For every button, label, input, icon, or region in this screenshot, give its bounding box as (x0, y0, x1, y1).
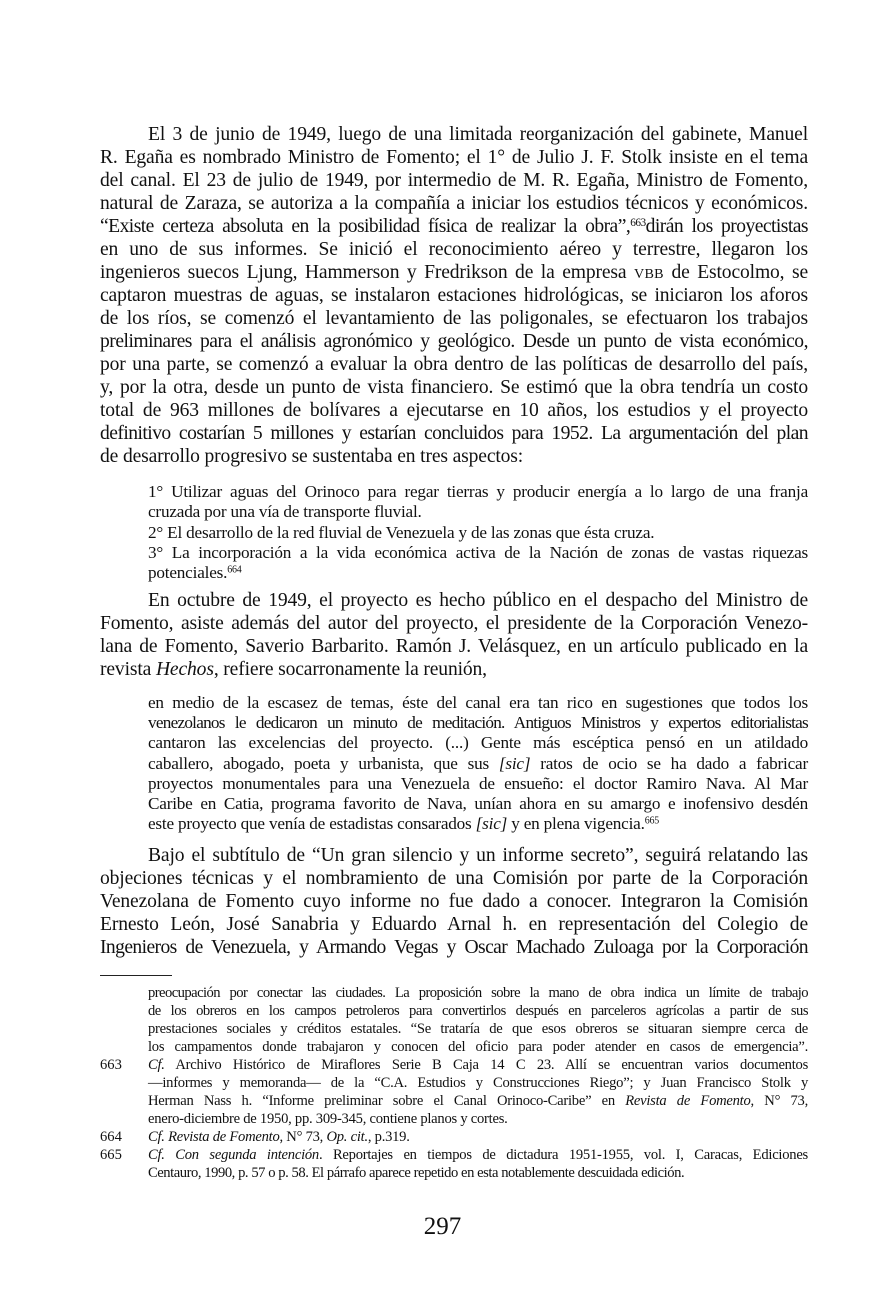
text-line: “Existe certeza absoluta en la posibilidad física de realizar la obra”,$^{663}$dirán los proyectistas (100, 216, 808, 237)
footnote-line: —informes y memoranda— de la “C.A. Estudios y Construcciones Riego”; y Juan Francisco Stolk y (148, 1075, 808, 1091)
text-line: por una parte, se comenzó a evaluar la obra dentro de las políticas de desarrollo del país, (100, 354, 808, 375)
quote-line: en medio de la escasez de temas, éste del canal era tan rico en sugestiones que todos los (148, 693, 808, 712)
footnote-ref-663[interactable]: 663 (630, 216, 646, 229)
list-item-1: 1° Utilizar aguas del Orinoco para regar tierras y producir energía a lo largo de una franja (148, 482, 808, 501)
quote-line: caballero, abogado, poeta y urbanista, que sus [sic] ratos de ocio se ha dado a fabricar (148, 754, 809, 773)
footnote-line: enero-diciembre de 1950, pp. 309-345, contiene planos y cortes. (148, 1111, 508, 1127)
text-line: y, por la otra, desde un punto de vista financiero. Se estimó que la obra tendría un costo (100, 377, 808, 398)
text-line: En octubre de 1949, el proyecto es hecho público en el despacho del Ministro de (148, 590, 808, 611)
text-line: captaron muestras de aguas, se instalaron estaciones hidrológicas, se iniciaron los aforos (100, 285, 808, 306)
footnote-continuation-line: prestaciones sociales y créditos estatales. “Se trataría de que esos obreros se situaran siempre cerca de (148, 1021, 808, 1037)
text-line: Venezolana de Fomento cuyo informe no fue dado a conocer. Integraron la Comisión (100, 891, 808, 912)
company-acronym: VBB (633, 266, 664, 282)
footnote-line: Cf. Archivo Histórico de Miraflores Serie B Caja 14 C 23. Allí se encuentran varios documentos (148, 1057, 809, 1073)
text-line: Fomento, asiste además del autor del proyecto, el presidente de la Corporación Venezo- (100, 613, 808, 634)
list-item-1-cont: cruzada por una vía de transporte fluvial. (148, 502, 422, 521)
quote-line: venezolanos le dedicaron un minuto de meditación. Antiguos Ministros y expertos editorialistas (148, 713, 808, 732)
magazine-title: Hechos (155, 659, 214, 680)
text-line: R. Egaña es nombrado Ministro de Fomento; el 1° de Julio J. F. Stolk insiste en el tema (100, 147, 808, 168)
footnote-line: Cf. Con segunda intención. Reportajes en tiempos de dictadura 1951-1955, vol. I, Caracas, Ediciones (148, 1147, 808, 1163)
text-line: de los ríos, se comenzó el levantamiento de las poligonales, se efectuaron los trabajos (100, 308, 808, 329)
text-line: lana de Fomento, Saverio Barbarito. Ramón J. Velásquez, en un artículo publicado en la (100, 636, 808, 657)
quote-line: Caribe en Catia, programa favorito de Nava, unían ahora en su amargo e inofensivo desdén (148, 794, 808, 813)
text-line: revista Hechos, refiere socarronamente la reunión, (100, 659, 487, 680)
text-line: definitivo costarían 5 millones y estarían concluidos para 1952. La argumentación del plan (100, 423, 808, 444)
footnote-ref-664[interactable]: 664 (227, 564, 242, 576)
text-line: Ernesto León, José Sanabria y Eduardo Arnal h. en representación del Colegio de (100, 914, 808, 935)
text-line: de desarrollo progresivo se sustentaba en tres aspectos: (100, 446, 524, 467)
text-line: en uno de sus informes. Se inició el reconocimiento aéreo y terrestre, llegaron los (100, 239, 808, 260)
footnote-line: Centauro, 1990, p. 57 o p. 58. El párrafo aparece repetido en esta notablemente descuidada edición. (148, 1165, 685, 1181)
text-line: del canal. El 23 de julio de 1949, por intermedio de M. R. Egaña, Ministro de Fomento, (100, 170, 808, 191)
footnote-continuation-line: de los obreros en los campos petroleros para convertirlos después en parceleros agrícolas a partir de sus (148, 1003, 808, 1019)
page-number: 297 (423, 1213, 462, 1240)
text-line: ingenieros suecos Ljung, Hammerson y Fredrikson de la empresa VBB de Estocolmo, se (100, 262, 809, 283)
quote-line: proyectos monumentales para una Venezuela de ensueño: el doctor Ramiro Nava. Al Mar (148, 774, 808, 793)
footnote-number: 664 (100, 1129, 122, 1145)
quote-line: este proyecto que venía de estadistas consarados [sic] y en plena vigencia.$^{665}$ (148, 814, 660, 833)
footnote-continuation-line: los campamentos donde trabajaron y conocen del oficio para poder atender en casos de emergencia”. (148, 1039, 808, 1055)
text-line: preliminares para el análisis agronómico y geológico. Desde un punto de vista económico, (100, 331, 808, 352)
text-line: total de 963 millones de bolívares a ejecutarse en 10 años, los estudios y el proyecto (100, 400, 808, 421)
text-line: natural de Zaraza, se autoriza a la compañía a iniciar los estudios técnicos y económicos. (100, 193, 808, 214)
footnote-line: Cf. Revista de Fomento, N° 73, Op. cit., p.319. (148, 1129, 410, 1145)
list-item-2: 2° El desarrollo de la red fluvial de Venezuela y de las zonas que ésta cruza. (148, 523, 655, 542)
text-line: Bajo el subtítulo de “Un gran silencio y un informe secreto”, seguirá relatando las (148, 845, 808, 866)
list-item-3: 3° La incorporación a la vida económica activa de la Nación de zonas de vastas riquezas (148, 543, 808, 562)
list-item-3-cont: potenciales.$^{664}$ (148, 563, 242, 582)
footnote-line: Herman Nass h. “Informe preliminar sobre el Canal Orinoco-Caribe” en Revista de Fomento, N° 73, (148, 1093, 808, 1109)
footnote-ref-665[interactable]: 665 (644, 815, 660, 827)
text-line: objeciones técnicas y el nombramiento de una Comisión por parte de la Corporación (100, 868, 808, 889)
footnote-separator (100, 975, 172, 976)
footnote-continuation-line: preocupación por conectar las ciudades. La proposición sobre la mano de obra indica un límite de trabajo (148, 985, 808, 1001)
text-line: Ingenieros de Venezuela, y Armando Vegas y Oscar Machado Zuloaga por la Corporación (100, 937, 808, 958)
text-line: El 3 de junio de 1949, luego de una limitada reorganización del gabinete, Manuel (148, 124, 808, 145)
footnote-number: 665 (100, 1147, 122, 1163)
quote-line: cantaron las excelencias del proyecto. (...) Gente más escéptica pensó en un atildado (148, 733, 808, 752)
footnote-number: 663 (100, 1057, 122, 1073)
